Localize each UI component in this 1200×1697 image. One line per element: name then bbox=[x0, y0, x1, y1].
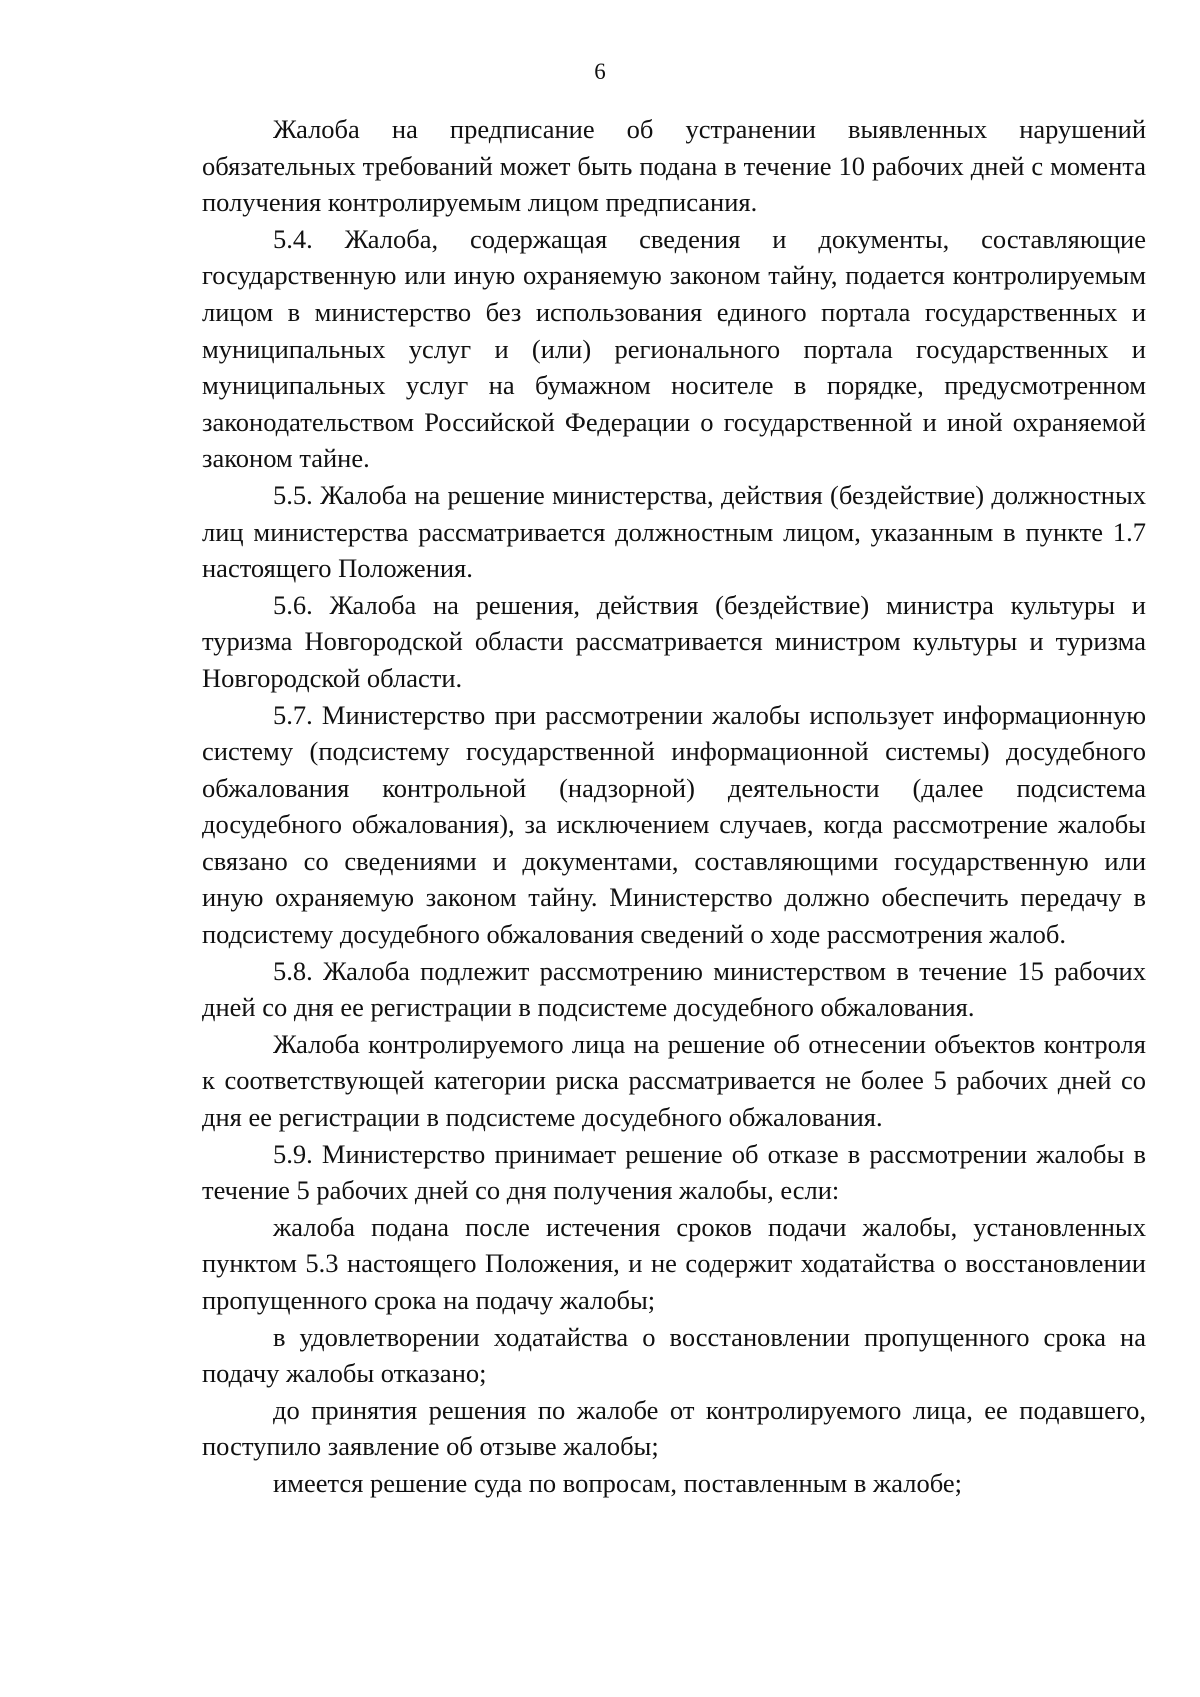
document-body bbox=[202, 111, 1146, 1502]
paragraph: 5.9. Министерство принимает решение об отказе в рассмотрении жалобы в течение 5 рабочих дней со дня получения жалобы, если: bbox=[202, 1138, 1146, 1206]
paragraph: жалоба подана после истечения сроков подачи жалобы, установленных пунктом 5.3 настоящего Положения, и не содержит ходатайства о восстановлении пропущенного срока на подачу жалобы; bbox=[202, 1211, 1146, 1315]
paragraph: до принятия решения по жалобе от контролируемого лица, ее подавшего, поступило заявление об отзыве жалобы; bbox=[202, 1394, 1146, 1462]
paragraph: 5.8. Жалоба подлежит рассмотрению министерством в течение 15 рабочих дней со дня ее регистрации в подсистеме досудебного обжалования. bbox=[202, 955, 1146, 1023]
paragraph: Жалоба контролируемого лица на решение об отнесении объектов контроля к соответствующей категории риска рассматривается не более 5 рабочих дней со дня ее регистрации в подсистеме досудебного обжалования. bbox=[202, 1028, 1146, 1133]
paragraph: 5.6. Жалоба на решения, действия (бездействие) министра культуры и туризма Новгородской области рассматривается министром культуры и туризма Новгородской области. bbox=[202, 589, 1146, 693]
paragraph: 5.4. Жалоба, содержащая сведения и документы, составляющие государственную или иную охраняемую законом тайну, подается контролируемым лицом в министерство без использования единого портала государственных и муниципальных услуг и (или) регионального портала государственных и муниципальных услуг на бумажном носителе в порядке, предусмотренном законодательством Российской Федерации о государственной и иной охраняемой законом тайне. bbox=[202, 223, 1146, 474]
paragraph: в удовлетворении ходатайства о восстановлении пропущенного срока на подачу жалобы отказано; bbox=[202, 1321, 1146, 1389]
page-number: 6 bbox=[594, 59, 606, 84]
paragraph: имеется решение суда по вопросам, поставленным в жалобе; bbox=[273, 1467, 962, 1498]
paragraph: 5.5. Жалоба на решение министерства, действия (бездействие) должностных лиц министерства рассматривается должностным лицом, указанным в пункте 1.7 настоящего Положения. bbox=[202, 479, 1146, 584]
paragraph: 5.7. Министерство при рассмотрении жалобы использует информационную систему (подсистему государственной информационной системы) досудебного обжалования контрольной (надзорной) деятельности (далее подсистема досудебного обжалования), за исключением случаев, когда рассмотрение жалобы связано со сведениями и документами, составляющими государственную или иную охраняемую законом тайну. Министерство должно обеспечить передачу в подсистему досудебного обжалования сведений о ходе рассмотрения жалоб. bbox=[202, 699, 1146, 950]
paragraph: Жалоба на предписание об устранении выявленных нарушений обязательных требований может быть подана в течение 10 рабочих дней с момента получения контролируемым лицом предписания. bbox=[202, 114, 1146, 218]
